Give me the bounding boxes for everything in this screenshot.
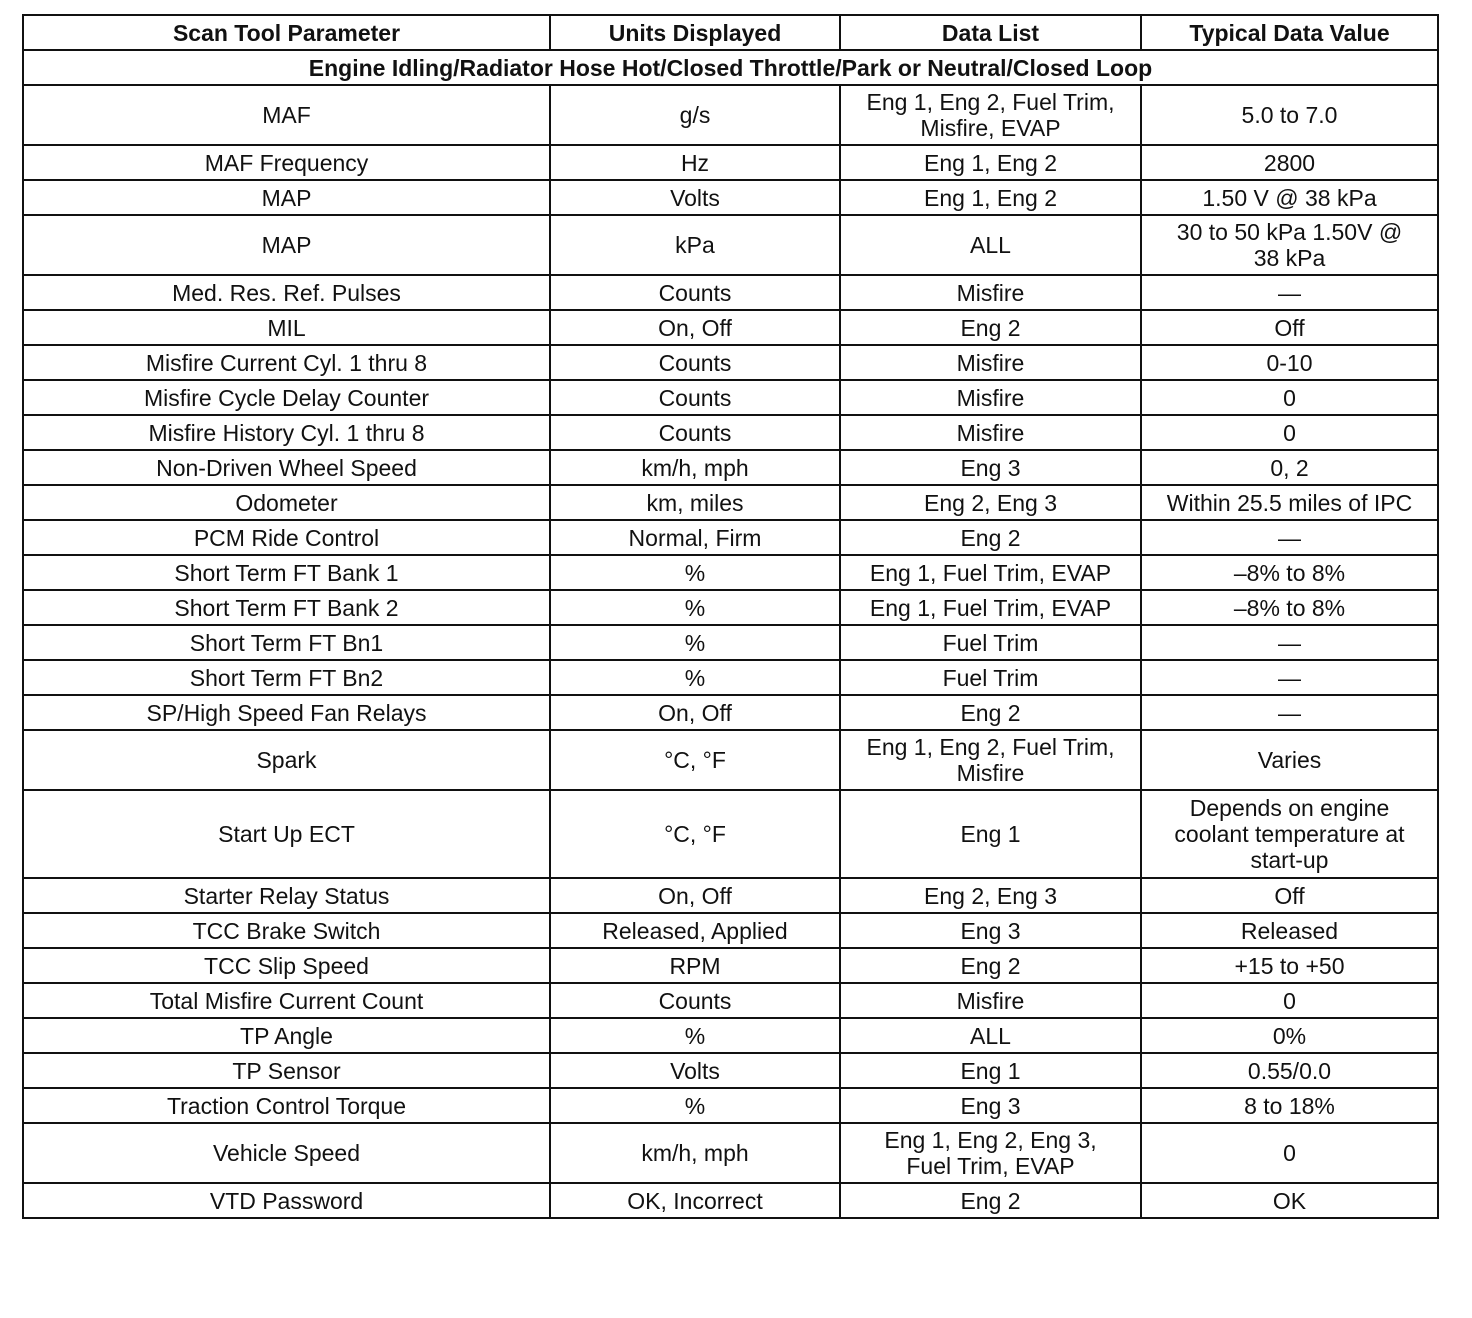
cell-parameter: MAF Frequency [23,145,550,180]
cell-parameter: Vehicle Speed [23,1123,550,1183]
cell-typical-value [1141,695,1438,730]
data-list-line: Eng 2 [960,524,1021,551]
cell-parameter: Odometer [23,485,550,520]
cell-typical-value [1141,380,1438,415]
cell-typical-value [1141,345,1438,380]
cell-parameter: Misfire Current Cyl. 1 thru 8 [23,345,550,380]
data-list-line: ALL [970,1022,1011,1049]
table-row [23,730,1438,790]
data-list-line: Fuel Trim, EVAP [906,1153,1075,1179]
typical-value-line: — [1278,664,1301,691]
table-row [23,878,1438,913]
table-row [23,215,1438,275]
cell-units: km/h, mph [550,450,840,485]
typical-value-line: 38 kPa [1253,245,1326,271]
cell-parameter: Short Term FT Bn2 [23,660,550,695]
table-row [23,555,1438,590]
header-units-displayed: Units Displayed [550,15,840,50]
table-row [23,310,1438,345]
cell-units: OK, Incorrect [550,1183,840,1218]
cell-data-list [840,85,1141,145]
cell-data-list [840,1183,1141,1218]
cell-parameter: TP Angle [23,1018,550,1053]
data-list-line: Eng 1, Eng 2, Fuel Trim, [866,734,1115,760]
typical-value-line: 0 [1283,419,1296,446]
cell-parameter: Non-Driven Wheel Speed [23,450,550,485]
cell-units: Volts [550,1053,840,1088]
cell-data-list [840,913,1141,948]
cell-units: Counts [550,983,840,1018]
data-list-line: Eng 2 [960,699,1021,726]
cell-parameter: MIL [23,310,550,345]
cell-typical-value [1141,590,1438,625]
cell-typical-value [1141,790,1438,878]
cell-parameter: VTD Password [23,1183,550,1218]
cell-parameter: Short Term FT Bn1 [23,625,550,660]
cell-data-list [840,450,1141,485]
cell-typical-value [1141,180,1438,215]
table-row [23,450,1438,485]
cell-data-list [840,625,1141,660]
table-row [23,275,1438,310]
data-list-line: Misfire, EVAP [920,115,1061,141]
cell-parameter: Short Term FT Bank 2 [23,590,550,625]
cell-parameter: Short Term FT Bank 1 [23,555,550,590]
condition-row [23,50,1438,85]
cell-typical-value [1141,145,1438,180]
table-row [23,1053,1438,1088]
cell-typical-value [1141,450,1438,485]
data-list-line: Eng 1, Eng 2 [924,149,1057,176]
cell-parameter: MAP [23,215,550,275]
cell-data-list [840,555,1141,590]
cell-typical-value [1141,1123,1438,1183]
typical-value-line: Varies [1257,747,1322,773]
table-row [23,145,1438,180]
cell-typical-value [1141,85,1438,145]
data-list-line: Misfire [956,987,1025,1014]
cell-data-list [840,485,1141,520]
data-list-line: Misfire [956,760,1025,786]
table-row [23,520,1438,555]
cell-typical-value [1141,520,1438,555]
typical-value-line: 5.0 to 7.0 [1241,102,1338,128]
typical-value-line: — [1278,524,1301,551]
cell-typical-value [1141,730,1438,790]
cell-typical-value [1141,275,1438,310]
typical-value-line: 8 to 18% [1244,1092,1335,1119]
cell-parameter: Spark [23,730,550,790]
cell-units: % [550,555,840,590]
typical-value-line: — [1278,279,1301,306]
data-list-line: Eng 2, Eng 3 [924,882,1057,909]
cell-data-list [840,145,1141,180]
cell-units: Counts [550,345,840,380]
cell-typical-value [1141,983,1438,1018]
data-list-line: Fuel Trim [942,629,1039,656]
cell-parameter: Misfire History Cyl. 1 thru 8 [23,415,550,450]
data-list-line: Eng 1 [960,1057,1021,1084]
typical-value-line: Off [1274,314,1305,341]
cell-parameter: MAF [23,85,550,145]
typical-value-line: Off [1274,882,1305,909]
cell-units: Released, Applied [550,913,840,948]
table-row [23,1018,1438,1053]
typical-value-line: –8% to 8% [1233,559,1346,586]
data-list-line: Eng 1, Fuel Trim, EVAP [869,559,1112,586]
cell-units: On, Off [550,695,840,730]
data-list-line: Eng 1, Fuel Trim, EVAP [869,594,1112,621]
data-list-line: Eng 3 [960,917,1021,944]
typical-value-line: +15 to +50 [1234,952,1345,979]
cell-parameter: PCM Ride Control [23,520,550,555]
cell-data-list [840,520,1141,555]
cell-typical-value [1141,310,1438,345]
typical-value-line: –8% to 8% [1233,594,1346,621]
typical-value-line: Released [1240,917,1339,944]
table-row [23,983,1438,1018]
cell-parameter: Traction Control Torque [23,1088,550,1123]
cell-units: °C, °F [550,790,840,878]
data-list-line: Eng 1, Eng 2, Eng 3, [884,1127,1097,1153]
cell-data-list [840,790,1141,878]
header-row [23,15,1438,50]
cell-units: On, Off [550,878,840,913]
cell-parameter: Start Up ECT [23,790,550,878]
typical-value-line: OK [1272,1187,1307,1214]
cell-typical-value [1141,625,1438,660]
typical-value-line: — [1278,699,1301,726]
table-row [23,660,1438,695]
cell-units: g/s [550,85,840,145]
cell-units: RPM [550,948,840,983]
cell-units: On, Off [550,310,840,345]
cell-units: Counts [550,415,840,450]
data-list-line: Misfire [956,419,1025,446]
typical-value-line: — [1278,629,1301,656]
header-scan-tool-parameter: Scan Tool Parameter [23,15,550,50]
typical-value-line: 30 to 50 kPa 1.50V @ [1176,219,1403,245]
cell-units: % [550,625,840,660]
cell-data-list [840,695,1141,730]
data-list-line: Eng 3 [960,1092,1021,1119]
table-row [23,345,1438,380]
data-list-line: Misfire [956,349,1025,376]
typical-value-line: 0-10 [1266,349,1313,376]
table-row [23,590,1438,625]
cell-parameter: TCC Slip Speed [23,948,550,983]
data-list-line: Eng 2 [960,314,1021,341]
data-list-line: Eng 1, Eng 2 [924,184,1057,211]
cell-typical-value [1141,913,1438,948]
cell-typical-value [1141,948,1438,983]
cell-typical-value [1141,1018,1438,1053]
data-list-line: Eng 2 [960,1187,1021,1214]
cell-parameter: TP Sensor [23,1053,550,1088]
cell-units: % [550,1088,840,1123]
condition-text: Engine Idling/Radiator Hose Hot/Closed Throttle/Park or Neutral/Closed Loop [23,50,1438,85]
cell-typical-value [1141,485,1438,520]
cell-typical-value [1141,215,1438,275]
cell-typical-value [1141,1183,1438,1218]
cell-units: Normal, Firm [550,520,840,555]
cell-data-list [840,590,1141,625]
cell-typical-value [1141,1053,1438,1088]
cell-typical-value [1141,1088,1438,1123]
cell-typical-value [1141,415,1438,450]
data-list-line: Misfire [956,279,1025,306]
cell-units: % [550,1018,840,1053]
typical-value-line: 0 [1283,384,1296,411]
cell-parameter: Starter Relay Status [23,878,550,913]
table-row [23,1123,1438,1183]
table-row [23,485,1438,520]
cell-data-list [840,660,1141,695]
cell-data-list [840,180,1141,215]
table-row [23,1088,1438,1123]
cell-data-list [840,878,1141,913]
cell-parameter: Med. Res. Ref. Pulses [23,275,550,310]
cell-units: kPa [550,215,840,275]
data-list-line: ALL [970,232,1011,258]
cell-data-list [840,1053,1141,1088]
table-row [23,790,1438,878]
typical-value-line: 2800 [1263,149,1316,176]
cell-units: °C, °F [550,730,840,790]
cell-data-list [840,1088,1141,1123]
cell-units: Volts [550,180,840,215]
cell-data-list [840,215,1141,275]
cell-units: Counts [550,275,840,310]
table-row [23,380,1438,415]
cell-data-list [840,1123,1141,1183]
cell-data-list [840,415,1141,450]
cell-units: km/h, mph [550,1123,840,1183]
cell-typical-value [1141,555,1438,590]
cell-data-list [840,983,1141,1018]
typical-value-line: 0.55/0.0 [1247,1057,1332,1084]
cell-parameter: SP/High Speed Fan Relays [23,695,550,730]
typical-value-line: start-up [1250,847,1329,873]
cell-typical-value [1141,660,1438,695]
cell-data-list [840,1018,1141,1053]
typical-value-line: 0 [1283,987,1296,1014]
table-row [23,85,1438,145]
table-row [23,180,1438,215]
cell-data-list [840,948,1141,983]
cell-units: km, miles [550,485,840,520]
data-list-line: Eng 2, Eng 3 [924,489,1057,516]
cell-typical-value [1141,878,1438,913]
table-row [23,625,1438,660]
typical-value-line: 0 [1283,1140,1296,1166]
typical-value-line: Depends on engine [1189,795,1390,821]
data-list-line: Eng 3 [960,454,1021,481]
data-list-line: Misfire [956,384,1025,411]
cell-parameter: MAP [23,180,550,215]
typical-value-line: coolant temperature at [1174,821,1405,847]
header-data-list: Data List [840,15,1141,50]
table-row [23,415,1438,450]
table-row [23,695,1438,730]
table-row [23,1183,1438,1218]
cell-data-list [840,730,1141,790]
typical-value-line: 0% [1272,1022,1307,1049]
typical-value-line: 0, 2 [1270,454,1309,481]
table-row [23,948,1438,983]
cell-parameter: Misfire Cycle Delay Counter [23,380,550,415]
typical-value-line: Within 25.5 miles of IPC [1166,489,1413,516]
header-typical-data-value: Typical Data Value [1141,15,1438,50]
cell-data-list [840,345,1141,380]
cell-parameter: Total Misfire Current Count [23,983,550,1018]
cell-data-list [840,275,1141,310]
data-list-line: Eng 1, Eng 2, Fuel Trim, [866,89,1115,115]
scan-tool-data-table [22,14,1439,1219]
data-list-line: Fuel Trim [942,664,1039,691]
cell-units: Hz [550,145,840,180]
cell-data-list [840,380,1141,415]
typical-value-line: 1.50 V @ 38 kPa [1202,184,1377,211]
cell-parameter: TCC Brake Switch [23,913,550,948]
cell-units: Counts [550,380,840,415]
cell-units: % [550,660,840,695]
data-list-line: Eng 1 [960,821,1021,847]
data-list-line: Eng 2 [960,952,1021,979]
table-row [23,913,1438,948]
cell-data-list [840,310,1141,345]
cell-units: % [550,590,840,625]
